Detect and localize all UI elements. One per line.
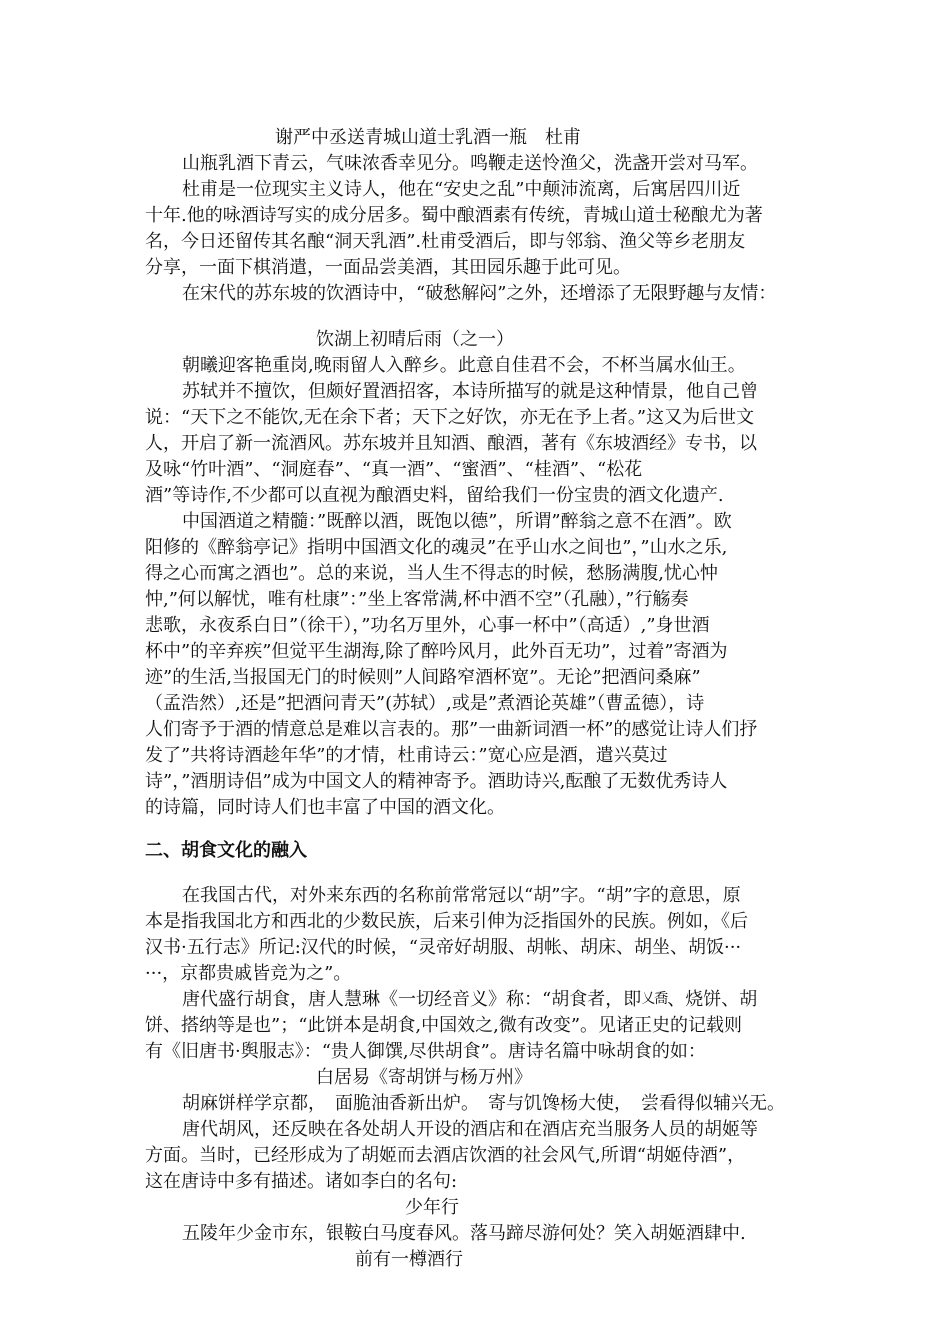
section-heading: 二、胡食文化的融入 (145, 840, 307, 861)
rare-glyph: 乂喬 (641, 991, 668, 1007)
paragraph-line: 十年.他的咏酒诗写实的成分居多。蜀中酿酒素有传统，青城山道士秘酿尤为著 (145, 205, 763, 226)
paragraph-line: 得之心而寓之酒也”。总的来说，当人生不得志的时候，愁肠满腹,忧心忡 (145, 563, 718, 584)
poem-title: 谢严中丞送青城山道士乳酒一瓶 杜甫 (275, 127, 581, 148)
poem-title: 饮湖上初晴后雨（之一） (316, 329, 514, 350)
poem-title: 白居易《寄胡饼与杨万州》 (316, 1067, 532, 1088)
paragraph-line: 阳修的《醉翁亭记》指明中国酒文化的魂灵”在乎山水之间也”，”山水之乐, (145, 537, 728, 558)
paragraph-line: 诗”，”酒朋诗侣”成为中国文人的精神寄予。酒助诗兴,酝酿了无数优秀诗人 (145, 771, 728, 792)
paragraph-line: 名，今日还留传其名酿“洞天乳酒”.杜甫受酒后，即与邻翁、渔父等乡老朋友 (145, 231, 746, 252)
paragraph-line: 汉书·五行志》所记:汉代的时候，“灵帝好胡服、胡帐、胡床、胡坐、胡饭··· (145, 937, 742, 958)
poem-verse: 胡麻饼样学京都， 面脆油香新出炉。 寄与饥馋杨大使， 尝看得似辅兴无。 (182, 1093, 785, 1114)
paragraph-line: 方面。当时，已经形成为了胡姬而去酒店饮酒的社会风气,所谓“胡姬侍酒”， (145, 1145, 746, 1166)
paragraph-line: 迹”的生活,当报国无门的时候则”人间路窄酒杯宽”。无论”把酒问桑麻” (145, 667, 701, 688)
poem-verse: 山瓶乳酒下青云，气味浓香幸见分。鸣鞭走送怜渔父，洗盏开尝对马军。 (182, 153, 758, 174)
paragraph-line: 饼、搭纳等是也”；“此饼本是胡食,中国效之,微有改变”。见诸正史的记载则 (145, 1015, 743, 1036)
paragraph-line: 及咏“竹叶酒”、“洞庭春”、“真一酒”、“蜜酒”、“桂酒”、“松花 (145, 459, 643, 480)
paragraph-line: 忡,”何以解忧，唯有杜康”：”坐上客常满,杯中酒不空”（孔融），”行觞奏 (145, 589, 689, 610)
poem-verse: 朝曦迎客艳重岗,晚雨留人入醉乡。此意自佳君不会，不杯当属水仙王。 (182, 355, 746, 376)
paragraph-line: 本是指我国北方和西北的少数民族，后来引伸为泛指国外的民族。例如，《后 (145, 911, 748, 932)
paragraph-line: 酒”等诗作,不少都可以直视为酿酒史料，留给我们一份宝贵的酒文化遗产. (145, 485, 724, 506)
poem-title: 前有一樽酒行 (355, 1249, 463, 1270)
paragraph-line: 人们寄予于酒的情意总是难以言表的。那”一曲新词酒一杯”的感觉让诗人们抒 (145, 719, 758, 740)
paragraph-line: 的诗篇，同时诗人们也丰富了中国的酒文化。 (145, 797, 505, 818)
paragraph-line: 苏轼并不擅饮，但颇好置酒招客，本诗所描写的就是这种情景，他自己曾 (182, 381, 758, 402)
text-segment: 、烧饼、胡 (667, 989, 758, 1010)
paragraph-line: 分享，一面下棋消遣，一面品尝美酒，其田园乐趣于此可见。 (145, 257, 631, 278)
paragraph-line: （孟浩然）,还是”把酒问青天”(苏轼）,或是”煮酒论英雄”（曹孟德），诗 (145, 693, 705, 714)
paragraph-line (182, 987, 757, 1014)
paragraph-line: 说：“天下之不能饮,无在余下者；天下之好饮，亦无在予上者。”这又为后世文 (145, 407, 755, 428)
paragraph-line: 杜甫是一位现实主义诗人，他在“安史之乱”中颠沛流离，后寓居四川近 (182, 179, 741, 200)
paragraph-line: 杯中”的辛弃疾”但觉平生湖海,除了醉吟风月，此外百无功”，过着”寄酒为 (145, 641, 728, 662)
paragraph-line: 在宋代的苏东坡的饮酒诗中，“破愁解闷”之外，还增添了无限野趣与友情： (182, 283, 777, 304)
paragraph-line: 发了”共将诗酒趁年华”的才情，杜甫诗云：”宽心应是酒，遣兴莫过 (145, 745, 668, 766)
paragraph-line: 人，开启了新一流酒风。苏东坡并且知酒、酿酒，著有《东坡酒经》专书，以 (145, 433, 757, 454)
paragraph-line: 在我国古代，对外来东西的名称前常常冠以“胡”字。“胡”字的意思，原 (182, 885, 741, 906)
text-segment: 唐代盛行胡食，唐人慧琳《一切经音义》称：“胡食者，即 (182, 989, 642, 1010)
paragraph-line: 悲歌，永夜系白日”（徐干），”功名万里外，心事一杯中”（高适）,”身世酒 (145, 615, 710, 636)
paragraph-line: 中国酒道之精髓：”既醉以酒，既饱以德”，所谓”醉翁之意不在酒”。欧 (182, 511, 732, 532)
paragraph-line: 有《旧唐书·舆服志》：“贵人御馔,尽供胡食”。唐诗名篇中咏胡食的如： (145, 1041, 706, 1062)
poem-title: 少年行 (405, 1197, 459, 1218)
paragraph-line: 这在唐诗中多有描述。诸如李白的名句: (145, 1171, 458, 1192)
paragraph-line: ···，京都贵戚皆竞为之”。 (145, 963, 352, 984)
poem-verse: 五陵年少金市东，银鞍白马度春风。落马蹄尽游何处？笑入胡姬酒肆中. (182, 1223, 746, 1244)
paragraph-line: 唐代胡风，还反映在各处胡人开设的酒店和在酒店充当服务人员的胡姬等 (182, 1119, 758, 1140)
